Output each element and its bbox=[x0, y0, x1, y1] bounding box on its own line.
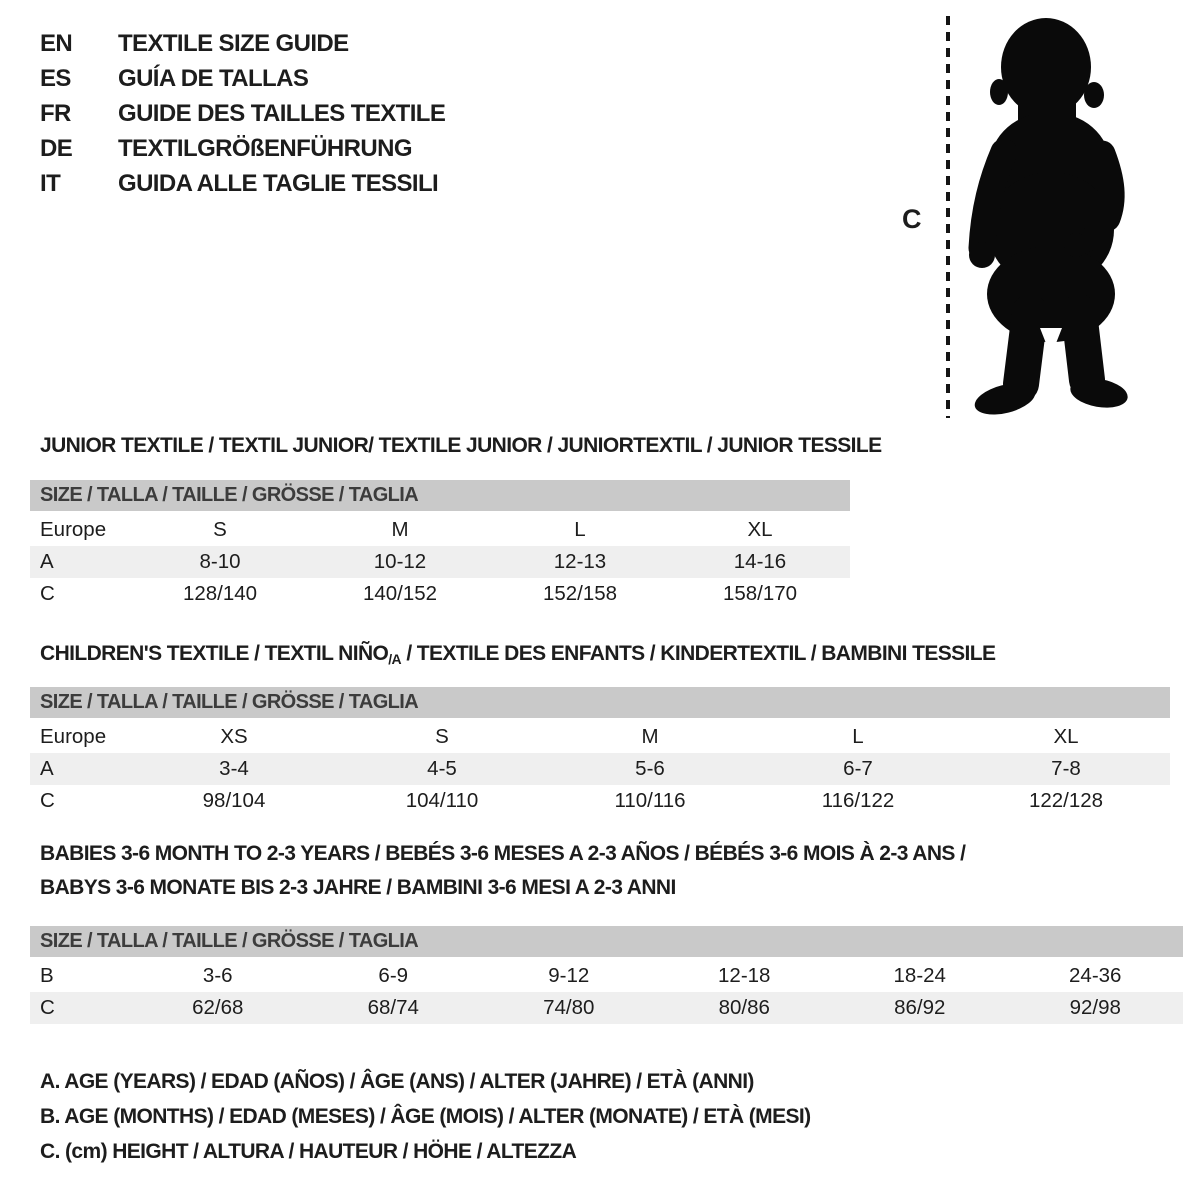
row-label: A bbox=[40, 757, 54, 780]
row-label: Europe bbox=[40, 518, 107, 541]
junior-section-title: JUNIOR TEXTILE / TEXTIL JUNIOR/ TEXTILE JUNIOR / JUNIORTEXTIL / JUNIOR TESSILE bbox=[40, 434, 882, 457]
babies-section-title-line2: BABYS 3-6 MONATE BIS 2-3 JAHRE / BAMBINI 3-6 MESI A 2-3 ANNI bbox=[40, 876, 676, 899]
table-cell: L bbox=[574, 518, 586, 541]
table-row bbox=[30, 578, 850, 610]
language-code: EN bbox=[40, 30, 73, 57]
table-cell: 18-24 bbox=[893, 964, 946, 987]
height-figure bbox=[890, 0, 1190, 430]
table-cell: 110/116 bbox=[614, 789, 686, 812]
row-label: C bbox=[40, 789, 55, 812]
table-cell: 6-9 bbox=[378, 964, 409, 987]
table-row bbox=[30, 753, 1170, 785]
size-header-bar: SIZE / TALLA / TAILLE / GRÖSSE / TAGLIA bbox=[30, 687, 1170, 718]
table-cell: 12-18 bbox=[718, 964, 771, 987]
babies-size-table bbox=[30, 926, 1183, 1024]
language-row-de bbox=[40, 131, 445, 166]
table-cell: 74/80 bbox=[543, 996, 595, 1019]
table-cell: 152/158 bbox=[542, 582, 618, 605]
table-cell: 7-8 bbox=[1051, 757, 1081, 780]
table-cell: 8-10 bbox=[199, 550, 241, 573]
table-cell: 9-12 bbox=[548, 964, 590, 987]
table-cell: 98/104 bbox=[202, 789, 266, 812]
table-cell: S bbox=[435, 725, 449, 748]
table-cell: XL bbox=[1053, 725, 1079, 748]
table-cell: XS bbox=[220, 725, 248, 748]
legend-line-b: B. AGE (MONTHS) / EDAD (MESES) / ÂGE (MOIS) / ALTER (MONATE) / ETÀ (MESI) bbox=[40, 1105, 811, 1128]
table-cell: 12-13 bbox=[553, 550, 607, 573]
table-cell: 3-6 bbox=[202, 964, 233, 987]
language-title: GUÍA DE TALLAS bbox=[118, 65, 309, 92]
row-label: C bbox=[40, 996, 55, 1019]
babies-section-title-line1: BABIES 3-6 MONTH TO 2-3 YEARS / BEBÉS 3-6 MESES A 2-3 AÑOS / BÉBÉS 3-6 MOIS À 2-3 ANS / bbox=[40, 842, 966, 865]
language-title: GUIDE DES TAILLES TEXTILE bbox=[118, 100, 446, 127]
language-row-it bbox=[40, 166, 445, 201]
language-row-fr bbox=[40, 96, 445, 131]
children-section-title bbox=[40, 642, 995, 667]
language-title: TEXTILE SIZE GUIDE bbox=[118, 30, 349, 57]
language-code: IT bbox=[40, 170, 61, 197]
table-cell: 128/140 bbox=[182, 582, 258, 605]
table-cell: 158/170 bbox=[722, 582, 798, 605]
table-row bbox=[30, 960, 1183, 992]
junior-size-table bbox=[30, 480, 850, 610]
row-label: A bbox=[40, 550, 54, 573]
table-cell: 62/68 bbox=[192, 996, 244, 1019]
table-row bbox=[30, 785, 1170, 817]
table-row bbox=[30, 721, 1170, 753]
table-cell: 14-16 bbox=[733, 550, 787, 573]
table-cell: 140/152 bbox=[362, 582, 438, 605]
language-row-es bbox=[40, 61, 445, 96]
language-row-en bbox=[40, 26, 445, 61]
table-cell: 86/92 bbox=[894, 996, 946, 1019]
table-row bbox=[30, 992, 1183, 1024]
table-cell: M bbox=[391, 518, 409, 541]
height-dashed-line bbox=[946, 16, 950, 418]
table-cell: 6-7 bbox=[843, 757, 873, 780]
table-cell: 80/86 bbox=[718, 996, 770, 1019]
height-measure-label: C bbox=[902, 204, 922, 234]
children-size-table bbox=[30, 687, 1170, 817]
table-cell: 104/110 bbox=[405, 789, 479, 812]
row-label: Europe bbox=[40, 725, 107, 748]
children-title-post: / TEXTILE DES ENFANTS / KINDERTEXTIL / BAMBINI TESSILE bbox=[401, 642, 996, 665]
language-title: TEXTILGRÖßENFÜHRUNG bbox=[118, 135, 412, 162]
legend-line-a: A. AGE (YEARS) / EDAD (AÑOS) / ÂGE (ANS) / ALTER (JAHRE) / ETÀ (ANNI) bbox=[40, 1070, 754, 1093]
row-label: C bbox=[40, 582, 55, 605]
table-row bbox=[30, 546, 850, 578]
size-header-bar: SIZE / TALLA / TAILLE / GRÖSSE / TAGLIA bbox=[30, 480, 850, 511]
table-cell: 92/98 bbox=[1069, 996, 1121, 1019]
table-cell: XL bbox=[747, 518, 773, 541]
table-cell: 116/122 bbox=[821, 789, 895, 812]
table-cell: 10-12 bbox=[373, 550, 427, 573]
table-cell: 68/74 bbox=[367, 996, 419, 1019]
row-label: B bbox=[40, 964, 54, 987]
table-row bbox=[30, 514, 850, 546]
table-cell: L bbox=[852, 725, 864, 748]
language-code: DE bbox=[40, 135, 73, 162]
language-code: ES bbox=[40, 65, 71, 92]
language-title: GUIDA ALLE TAGLIE TESSILI bbox=[118, 170, 439, 197]
language-header bbox=[40, 26, 445, 201]
toddler-silhouette-icon bbox=[958, 12, 1148, 422]
table-cell: S bbox=[213, 518, 227, 541]
language-code: FR bbox=[40, 100, 71, 127]
legend-line-c: C. (cm) HEIGHT / ALTURA / HAUTEUR / HÖHE / ALTEZZA bbox=[40, 1140, 577, 1163]
children-title-pre: CHILDREN'S TEXTILE / TEXTIL NIÑO bbox=[40, 642, 389, 665]
table-cell: 3-4 bbox=[219, 757, 249, 780]
table-cell: M bbox=[641, 725, 659, 748]
table-cell: 4-5 bbox=[427, 757, 457, 780]
children-title-sub: /A bbox=[388, 651, 402, 667]
table-cell: 122/128 bbox=[1028, 789, 1104, 812]
table-cell: 5-6 bbox=[635, 757, 665, 780]
size-header-bar: SIZE / TALLA / TAILLE / GRÖSSE / TAGLIA bbox=[30, 926, 1183, 957]
legend bbox=[40, 1064, 811, 1169]
table-cell: 24-36 bbox=[1069, 964, 1122, 987]
